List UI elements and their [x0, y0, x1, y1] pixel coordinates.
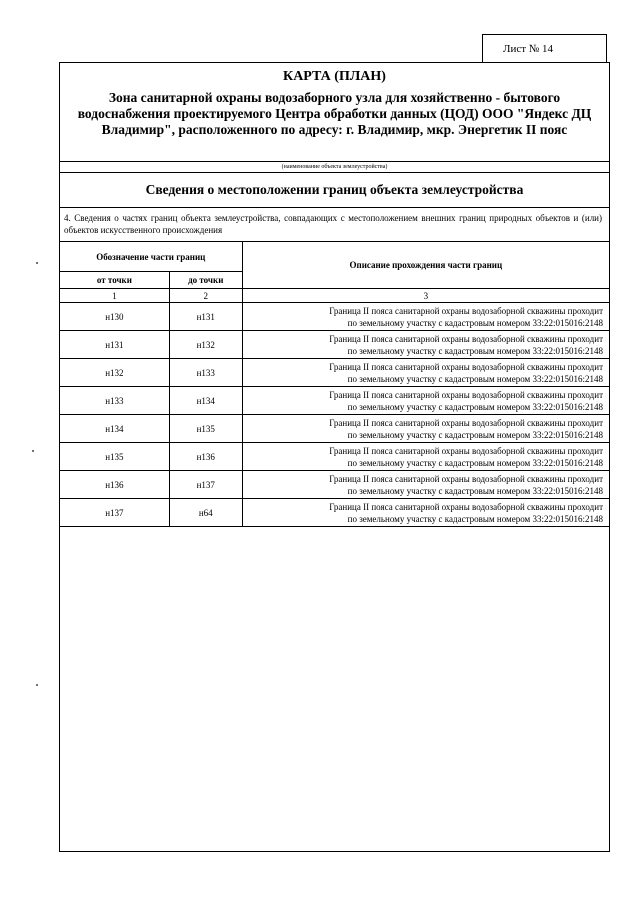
table-row	[60, 303, 610, 331]
col-number-3: 3	[242, 289, 609, 303]
description-line-1: Граница II пояса санитарной охраны водозаборной скважины проходит	[329, 305, 603, 316]
description-line-2: по земельному участку с кадастровым номером 33:22:015016:2148	[347, 485, 603, 496]
description-line-1: Граница II пояса санитарной охраны водозаборной скважины проходит	[329, 445, 603, 456]
description-line-1: Граница II пояса санитарной охраны водозаборной скважины проходит	[329, 389, 603, 400]
description-cell	[242, 415, 609, 443]
document-subtitle: Зона санитарной охраны водозаборного узла для хозяйственно - бытового водоснабжения проектируемого Центра обработки данных (ЦОД) ООО "Яндекс ДЦ Владимир", расположенного по адресу: г. Владимир, мкр. Энергетик II пояс	[77, 90, 592, 137]
description-cell	[242, 471, 609, 499]
section-title: Сведения о местоположении границ объекта землеустройства	[60, 172, 609, 208]
boundary-table	[59, 241, 610, 527]
to-point-cell: н133	[169, 359, 242, 387]
table-row	[60, 331, 610, 359]
sheet-number-label: Лист № 14	[503, 43, 554, 55]
description-line-1: Граница II пояса санитарной охраны водозаборной скважины проходит	[329, 417, 603, 428]
description-cell	[242, 387, 609, 415]
table-row	[60, 443, 610, 471]
col-number-2: 2	[169, 289, 242, 303]
scan-speck	[36, 684, 38, 686]
table-row	[60, 359, 610, 387]
to-point-cell: н136	[169, 443, 242, 471]
table-row	[60, 471, 610, 499]
description-cell	[242, 359, 609, 387]
from-point-cell: н132	[60, 359, 170, 387]
description-cell	[242, 331, 609, 359]
header-desc-cell: Описание прохождения части границ	[242, 242, 609, 289]
to-point-cell: н135	[169, 415, 242, 443]
description-line-2: по земельному участку с кадастровым номером 33:22:015016:2148	[347, 317, 603, 328]
to-point-cell: н64	[169, 499, 242, 527]
scan-speck	[36, 262, 38, 264]
from-point-cell: н130	[60, 303, 170, 331]
description-line-2: по земельному участку с кадастровым номером 33:22:015016:2148	[347, 373, 603, 384]
description-line-1: Граница II пояса санитарной охраны водозаборной скважины проходит	[329, 333, 603, 344]
sheet-number	[482, 34, 607, 62]
description-cell	[242, 443, 609, 471]
to-point-cell: н134	[169, 387, 242, 415]
to-point-cell: н137	[169, 471, 242, 499]
object-name-caption: (наименование объекта землеустройства)	[60, 161, 609, 173]
description-line-1: Граница II пояса санитарной охраны водозаборной скважины проходит	[329, 361, 603, 372]
description-line-1: Граница II пояса санитарной охраны водозаборной скважины проходит	[329, 501, 603, 512]
scan-speck	[32, 450, 34, 452]
from-point-cell: н136	[60, 471, 170, 499]
table-row	[60, 387, 610, 415]
to-point-cell: н132	[169, 331, 242, 359]
header-from-cell: от точки	[60, 272, 170, 289]
table-body	[60, 303, 610, 527]
from-point-cell: н137	[60, 499, 170, 527]
description-line-2: по земельному участку с кадастровым номером 33:22:015016:2148	[347, 513, 603, 524]
table-row	[60, 499, 610, 527]
description-line-2: по земельному участку с кадастровым номером 33:22:015016:2148	[347, 429, 603, 440]
table-row	[60, 415, 610, 443]
from-point-cell: н131	[60, 331, 170, 359]
from-point-cell: н133	[60, 387, 170, 415]
header-group-cell: Обозначение части границ	[60, 242, 243, 272]
col-number-1: 1	[60, 289, 170, 303]
title-block	[60, 63, 609, 161]
to-point-cell: н131	[169, 303, 242, 331]
document-title: КАРТА (ПЛАН)	[283, 69, 386, 84]
document-frame	[59, 62, 610, 852]
description-line-2: по земельному участку с кадастровым номером 33:22:015016:2148	[347, 401, 603, 412]
description-line-2: по земельному участку с кадастровым номером 33:22:015016:2148	[347, 457, 603, 468]
description-cell	[242, 499, 609, 527]
description-cell	[242, 303, 609, 331]
from-point-cell: н135	[60, 443, 170, 471]
header-to-cell: до точки	[169, 272, 242, 289]
from-point-cell: н134	[60, 415, 170, 443]
section-note: 4. Сведения о частях границ объекта землеустройства, совпадающих с местоположением внешних границ природных объектов и (или) объектов искусственного происхождения	[64, 213, 602, 235]
description-line-1: Граница II пояса санитарной охраны водозаборной скважины проходит	[329, 473, 603, 484]
description-line-2: по земельному участку с кадастровым номером 33:22:015016:2148	[347, 345, 603, 356]
